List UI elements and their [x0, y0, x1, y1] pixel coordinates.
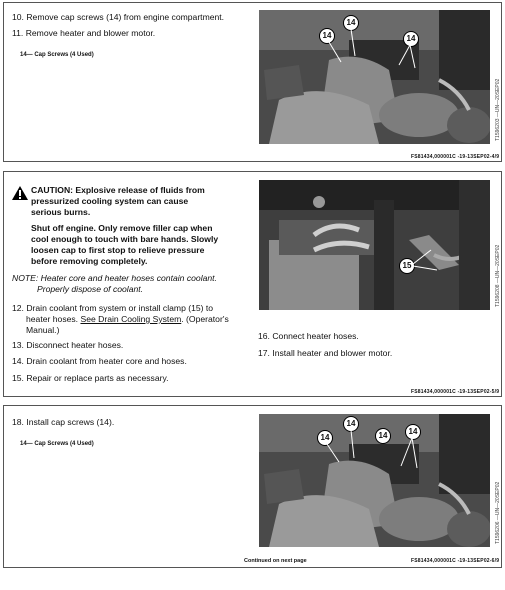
step-12-line-1: 12. Drain coolant from system or install clamp (15) to [12, 303, 214, 313]
caution-title: CAUTION: Explosive release of fluids from [31, 185, 205, 195]
step-12-line-2: heater hoses. See Drain Cooling System. (Operator's [26, 314, 229, 324]
warning-triangle-icon [12, 186, 28, 200]
engine-photo-2 [259, 180, 490, 310]
instruction-panel-2 [3, 171, 502, 397]
callout-14-b: 14 [343, 15, 359, 31]
callout-14-d: 14 [317, 430, 333, 446]
doc-ref-3: FS81434,000001C -19-13SEP02-6/9 [411, 558, 500, 564]
note-line-2: Properly dispose of coolant. [37, 284, 144, 294]
callout-14-c: 14 [403, 31, 419, 47]
doc-ref-2: FS81434,000001C -19-13SEP02-5/9 [411, 389, 500, 395]
continued-note: Continued on next page [244, 558, 307, 564]
callout-14-a: 14 [319, 28, 335, 44]
engine-photo-3 [259, 414, 490, 547]
step-18: 18. Install cap screws (14). [12, 417, 115, 427]
note-line-1: NOTE: Heater core and heater hoses contain coolant. [12, 273, 217, 283]
step-16: 16. Connect heater hoses. [258, 331, 359, 341]
callout-14-e: 14 [343, 416, 359, 432]
caution-line-2: pressurized cooling system can cause [31, 196, 189, 206]
step-17: 17. Install heater and blower motor. [258, 348, 393, 358]
step-12-line-3: Manual.) [26, 325, 60, 335]
caution-line-3: serious burns. [31, 207, 91, 217]
callout-14-g: 14 [405, 424, 421, 440]
instruction-panel-3 [3, 405, 502, 568]
shut-off-line-2: cool enough to touch with bare hands. Slowly [31, 234, 219, 244]
doc-ref-1: FS81434,000001C -19-13SEP02-4/9 [411, 154, 500, 160]
callout-14-f: 14 [375, 428, 391, 444]
image-ref-1: T1596203 —UN—20SEP02 [495, 78, 501, 141]
callout-15: 15 [399, 258, 415, 274]
step-11: 11. Remove heater and blower motor. [12, 28, 156, 38]
step-14: 14. Drain coolant from heater core and hoses. [12, 356, 187, 366]
image-ref-2: T1596208 —UN—20SEP02 [495, 244, 501, 307]
step-15: 15. Repair or replace parts as necessary. [12, 373, 169, 383]
shut-off-line-3: loosen cap to first stop to relieve pressure [31, 245, 205, 255]
step-10: 10. Remove cap screws (14) from engine compartment. [12, 12, 225, 22]
step-13: 13. Disconnect heater hoses. [12, 340, 124, 350]
image-ref-3: T1596206 —UN—20SEP02 [495, 481, 501, 544]
shut-off-line-1: Shut off engine. Only remove filler cap when [31, 223, 213, 233]
legend-cap-screws-3: 14— Cap Screws (4 Used) [20, 441, 94, 447]
instruction-panel-1 [3, 2, 502, 162]
shut-off-line-4: before removing completely. [31, 256, 148, 266]
engine-photo-1 [259, 10, 490, 144]
drain-cooling-system-link[interactable]: See Drain Cooling System [80, 314, 182, 324]
legend-cap-screws: 14— Cap Screws (4 Used) [20, 52, 94, 58]
